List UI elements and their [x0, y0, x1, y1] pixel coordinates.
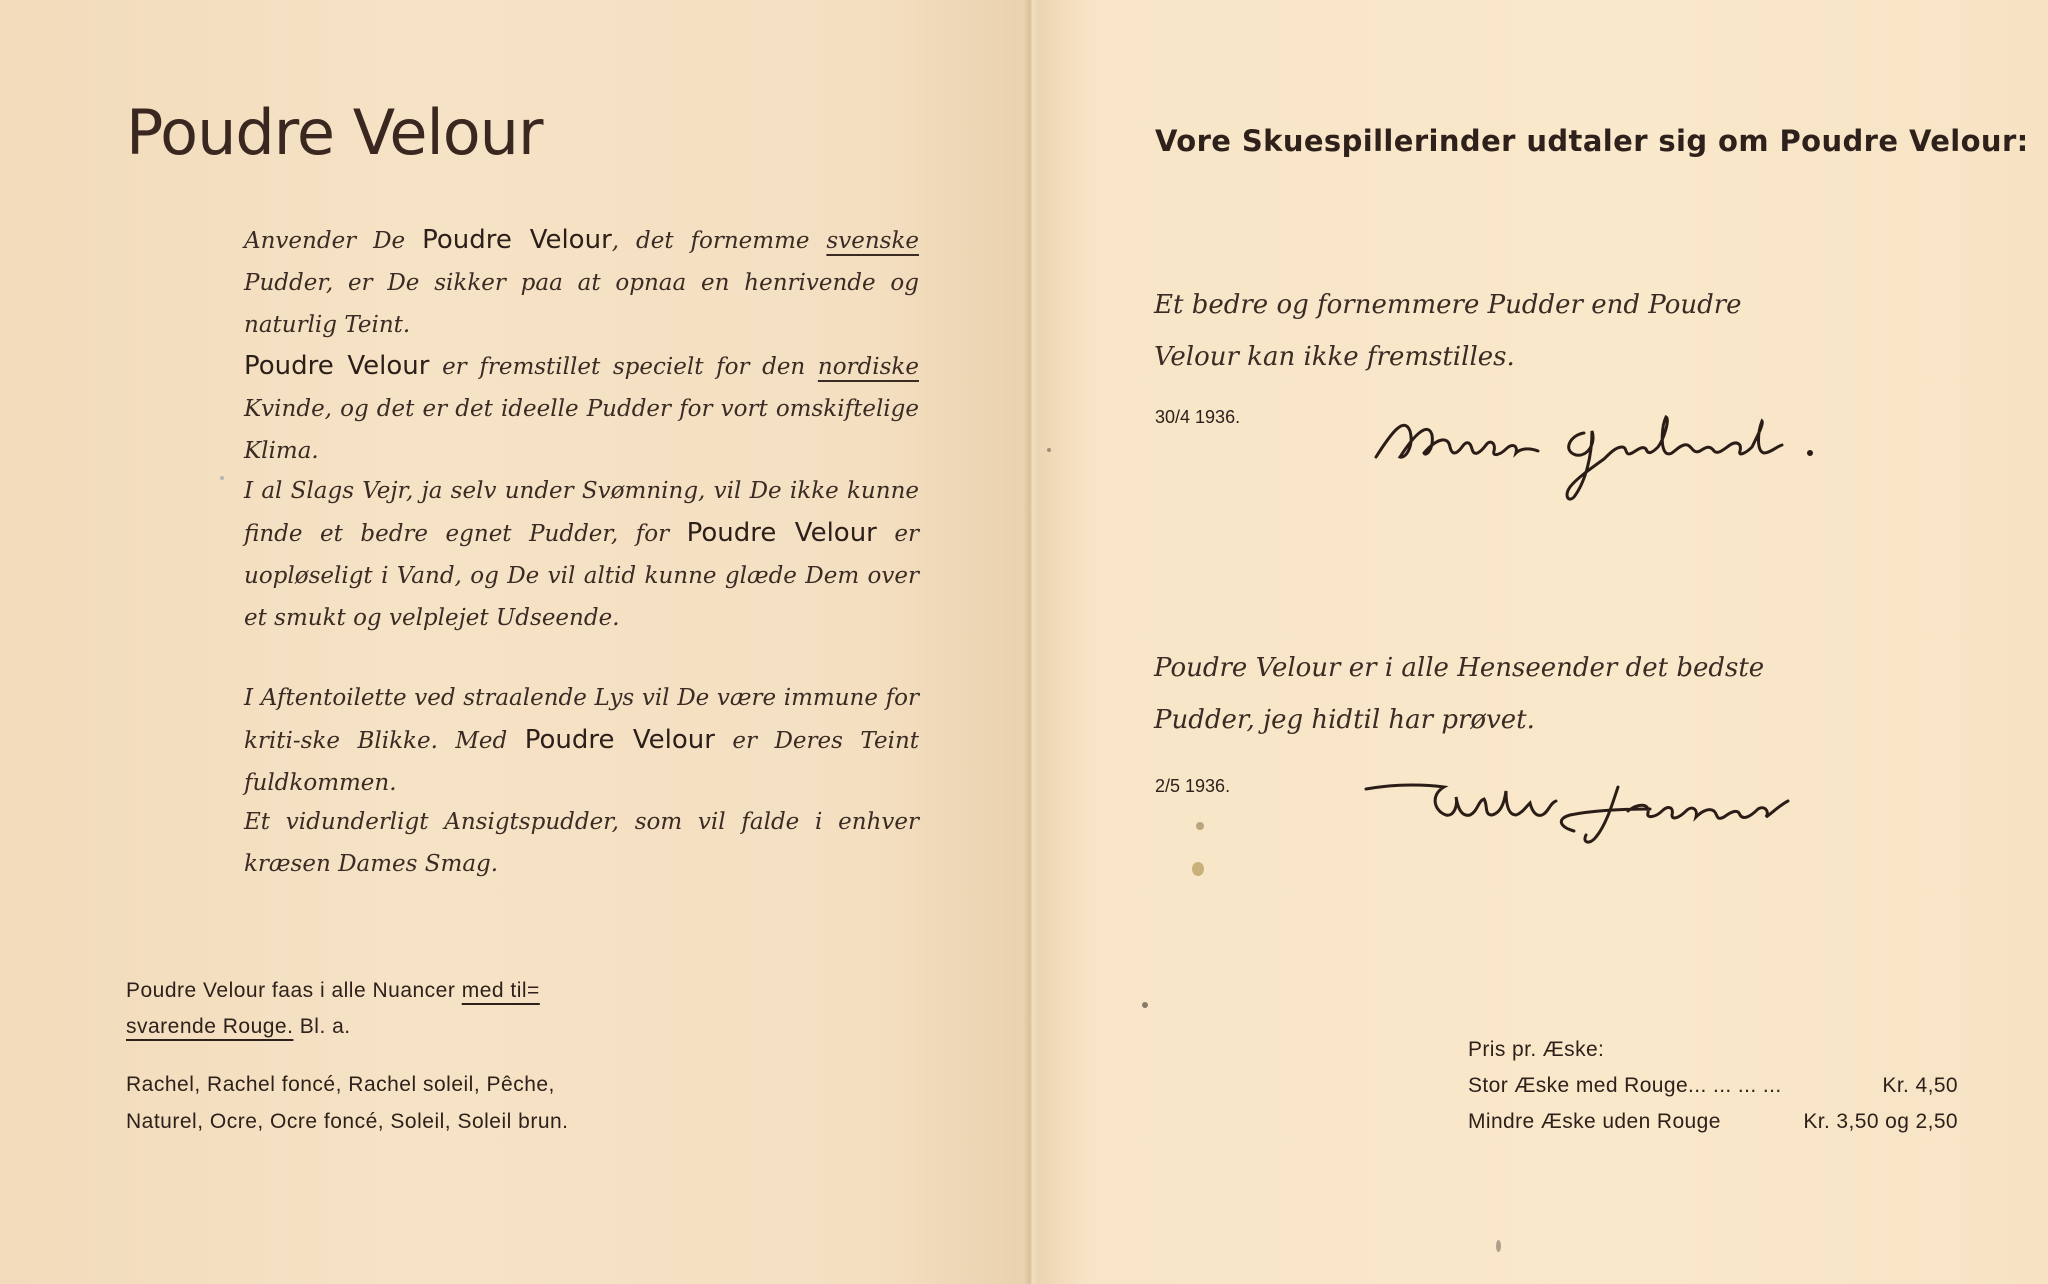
brand-name: Poudre Velour	[524, 725, 715, 755]
paragraph-text: , det fornemme	[611, 228, 827, 254]
center-fold	[1024, 0, 1038, 1284]
testimonial-date: 2/5 1936.	[1155, 776, 1231, 796]
nordic-paragraph	[244, 345, 919, 472]
testimonial-date: 30/4 1936.	[1155, 407, 1241, 427]
price-value: Kr. 3,50 og 2,50	[1803, 1110, 1958, 1133]
shades-intro	[126, 973, 626, 1045]
shades-line: Naturel, Ocre, Ocre foncé, Soleil, Soleil brun.	[126, 1110, 569, 1133]
paragraph-text: Kvinde, og det er det ideelle Pudder for vort omskiftelige Klima.	[244, 396, 919, 464]
brand-name: Poudre Velour	[422, 225, 612, 255]
price-row	[1468, 1104, 1958, 1140]
paragraph-text: I Aftentoilette ved straalende Lys vil De være immune for kriti-ske Blikke. Med	[244, 685, 919, 754]
paper-speck	[220, 476, 224, 480]
shades-line: Rachel, Rachel foncé, Rachel soleil, Pêche,	[126, 1073, 555, 1096]
underlined-phrase: med til=	[461, 979, 540, 1002]
evening-paragraph	[244, 677, 919, 804]
page-title: Poudre Velour	[126, 96, 543, 169]
testimonial-quote: Et bedre og fornemmere Pudder end Poudre Velour kan ikke fremstilles.	[1154, 290, 1742, 372]
paper-speck	[1142, 1002, 1148, 1008]
shades-intro-text: Bl. a.	[293, 1015, 351, 1038]
price-heading: Pris pr. Æske:	[1468, 1038, 1605, 1061]
price-label: Stor Æske med Rouge... ... ... ...	[1468, 1074, 1782, 1097]
paper-speck	[1496, 1240, 1501, 1252]
price-value: Kr. 4,50	[1882, 1074, 1958, 1097]
underlined-phrase: svarende Rouge.	[126, 1015, 294, 1038]
shades-list	[126, 1066, 626, 1140]
intro-paragraph	[244, 219, 919, 346]
paragraph-text: Pudder, er De sikker paa at opnaa en henrivende og naturlig Teint.	[244, 270, 919, 338]
underlined-word: nordiske	[817, 354, 919, 380]
paper-speck	[1196, 822, 1204, 830]
price-row	[1468, 1068, 1958, 1104]
price-label: Mindre Æske uden Rouge	[1468, 1110, 1721, 1133]
brand-name: Poudre Velour	[244, 351, 430, 381]
paper-speck	[1047, 448, 1051, 452]
paragraph-text: I al Slags Vejr, ja selv under Svømning, vil De ikke kunne finde et bedre egnet Pudder, for	[244, 478, 919, 547]
testimonial-quote: Poudre Velour er i alle Henseender det bedste Pudder, jeg hidtil har prøvet.	[1154, 653, 1765, 735]
closing-paragraph	[244, 801, 919, 885]
paragraph-text: Et vidunderligt Ansigtspudder, som vil falde i enhver kræsen Dames Smag.	[244, 809, 919, 877]
brand-name: Poudre Velour	[686, 518, 877, 548]
signature-maria-garland	[1370, 395, 1830, 505]
shades-intro-text: Poudre Velour faas i alle Nuancer	[126, 979, 462, 1002]
paragraph-text: er Deres Teint fuldkommen.	[244, 728, 919, 796]
signature-johansen	[1360, 775, 1820, 855]
paragraph-text: Anvender De	[244, 228, 423, 254]
weather-paragraph	[244, 470, 919, 639]
testimonials-heading: Vore Skuespillerinder udtaler sig om Poudre Velour:	[1155, 124, 2029, 158]
paragraph-text: er fremstillet specielt for den	[429, 354, 818, 380]
paragraph-text: er uopløseligt i Vand, og De vil altid kunne glæde Dem over et smukt og velplejet Udseende.	[244, 521, 919, 631]
paper-speck	[1192, 862, 1204, 876]
underlined-word: svenske	[826, 228, 919, 254]
price-list	[1468, 1032, 1958, 1140]
